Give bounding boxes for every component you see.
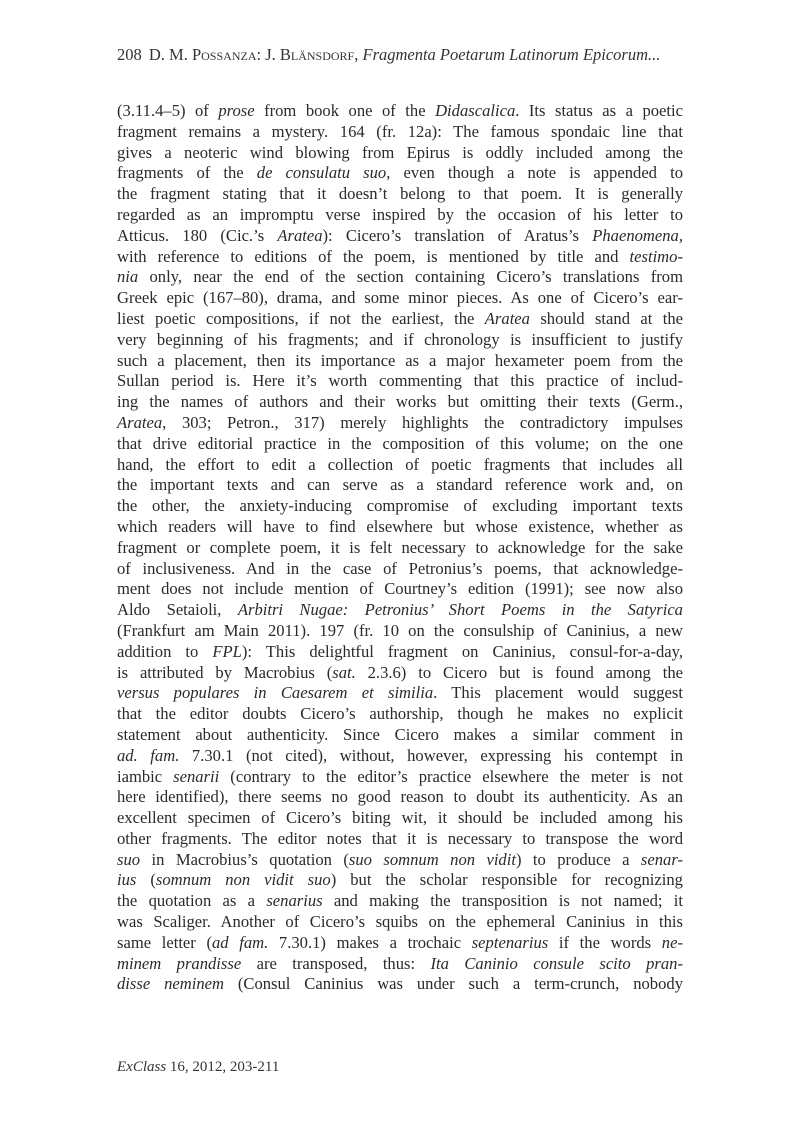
text-line: is attributed by Macrobius (sat. 2.3.6) to Cicero but is found among the <box>117 662 683 682</box>
text-line: nia only, near the end of the section containing Cicero’s translations from <box>117 267 683 287</box>
text-line: versus populares in Caesarem et similia. This placement would suggest <box>117 683 683 703</box>
text-line: that the editor doubts Cicero’s authorship, though he makes no explicit <box>117 704 683 724</box>
text-line: hand, the effort to edit a collection of poetic fragments that includes all <box>117 454 683 474</box>
text-line: ment does not include mention of Courtney’s edition (1991); see now also <box>117 579 683 599</box>
text-line: Sullan period is. Here it’s worth commenting that this practice of includ- <box>117 371 683 391</box>
text-line: Aratea, 303; Petron., 317) merely highlights the contradictory impulses <box>117 412 683 432</box>
text-line: disse neminem (Consul Caninius was under such a term-crunch, nobody <box>117 974 683 994</box>
text-line: the important texts and can serve as a standard reference work and, on <box>117 475 683 495</box>
text-line: Atticus. 180 (Cic.’s Aratea): Cicero’s translation of Aratus’s Phaenomena, <box>117 225 683 245</box>
journal-name: ExClass <box>117 1059 167 1075</box>
text-line: the fragment stating that it doesn’t belong to that poem. It is generally <box>117 184 683 204</box>
text-line: (Frankfurt am Main 2011). 197 (fr. 10 on the consulship of Caninius, a new <box>117 620 683 640</box>
page-number: 208 <box>117 45 142 64</box>
text-line: here identified), there seems no good reason to doubt its authenticity. As an <box>117 787 683 807</box>
header-separator: : <box>256 45 262 64</box>
review-author: D. M. Possanza <box>148 45 257 64</box>
text-line: ad. fam. 7.30.1 (not cited), without, however, expressing his contempt in <box>117 745 683 765</box>
text-line: Greek epic (167–80), drama, and some minor pieces. As one of Cicero’s ear- <box>117 288 683 308</box>
text-line: addition to FPL): This delightful fragment on Caninius, consul-for-a-day, <box>117 641 683 661</box>
text-line: suo in Macrobius’s quotation (suo somnum non vidit) to produce a senar- <box>117 849 683 869</box>
journal-citation: 16, 2012, 203-211 <box>169 1059 280 1075</box>
text-line: such a placement, then its importance as a major hexameter poem from the <box>117 350 683 370</box>
reviewed-author: J. Blänsdorf <box>265 45 355 64</box>
text-line: that drive editorial practice in the composition of this volume; on the one <box>117 433 683 453</box>
text-line: statement about authenticity. Since Cicero makes a similar comment in <box>117 724 683 744</box>
text-line: iambic senarii (contrary to the editor’s practice elsewhere the meter is not <box>117 766 683 786</box>
text-line: other fragments. The editor notes that it is necessary to transpose the word <box>117 828 683 848</box>
text-line: of inclusiveness. And in the case of Petronius’s poems, that acknowledge- <box>117 558 683 578</box>
text-line: was Scaliger. Another of Cicero’s squibs on the ephemeral Caninius in this <box>117 912 683 932</box>
text-line: fragment or complete poem, it is felt necessary to acknowledge for the sake <box>117 537 683 557</box>
text-line: liest poetic compositions, if not the earliest, the Aratea should stand at the <box>117 308 683 328</box>
text-line: same letter (ad fam. 7.30.1) makes a trochaic septenarius if the words ne- <box>117 932 683 952</box>
text-line: with reference to editions of the poem, is mentioned by title and testimo- <box>117 246 683 266</box>
text-line: fragment remains a mystery. 164 (fr. 12a): The famous spondaic line that <box>117 121 683 141</box>
text-line: excellent specimen of Cicero’s biting wit, it should be included among his <box>117 808 683 828</box>
text-line: which readers will have to find elsewhere but whose existence, whether as <box>117 516 683 536</box>
text-line: regarded as an impromptu verse inspired by the occasion of his letter to <box>117 204 683 224</box>
running-header <box>117 45 660 65</box>
text-line: the quotation as a senarius and making the transposition is not named; it <box>117 891 684 911</box>
text-line: (3.11.4–5) of prose from book one of the Didascalica. Its status as a poetic <box>117 101 684 120</box>
text-line: ing the names of authors and their works but omitting their texts (Germ., <box>117 392 683 412</box>
text-line: gives a neoteric wind blowing from Epirus is oddly included among the <box>117 142 683 162</box>
text-line: the other, the anxiety-inducing compromise of excluding important texts <box>117 496 683 516</box>
header-comma: , <box>354 45 359 64</box>
book-title: Fragmenta Poetarum Latinorum Epicorum... <box>362 45 661 64</box>
page-footer <box>117 1059 279 1076</box>
text-line: Aldo Setaioli, Arbitri Nugae: Petronius’ Short Poems in the Satyrica <box>117 600 683 620</box>
text-line: fragments of the de consulatu suo, even though a note is appended to <box>117 163 683 183</box>
text-line: ius (somnum non vidit suo) but the scholar responsible for recognizing <box>117 870 683 890</box>
text-line: minem prandisse are transposed, thus: Ita Caninio consule scito pran- <box>117 953 683 973</box>
text-line: very beginning of his fragments; and if chronology is insufficient to justify <box>117 329 683 349</box>
body-text <box>117 101 683 995</box>
